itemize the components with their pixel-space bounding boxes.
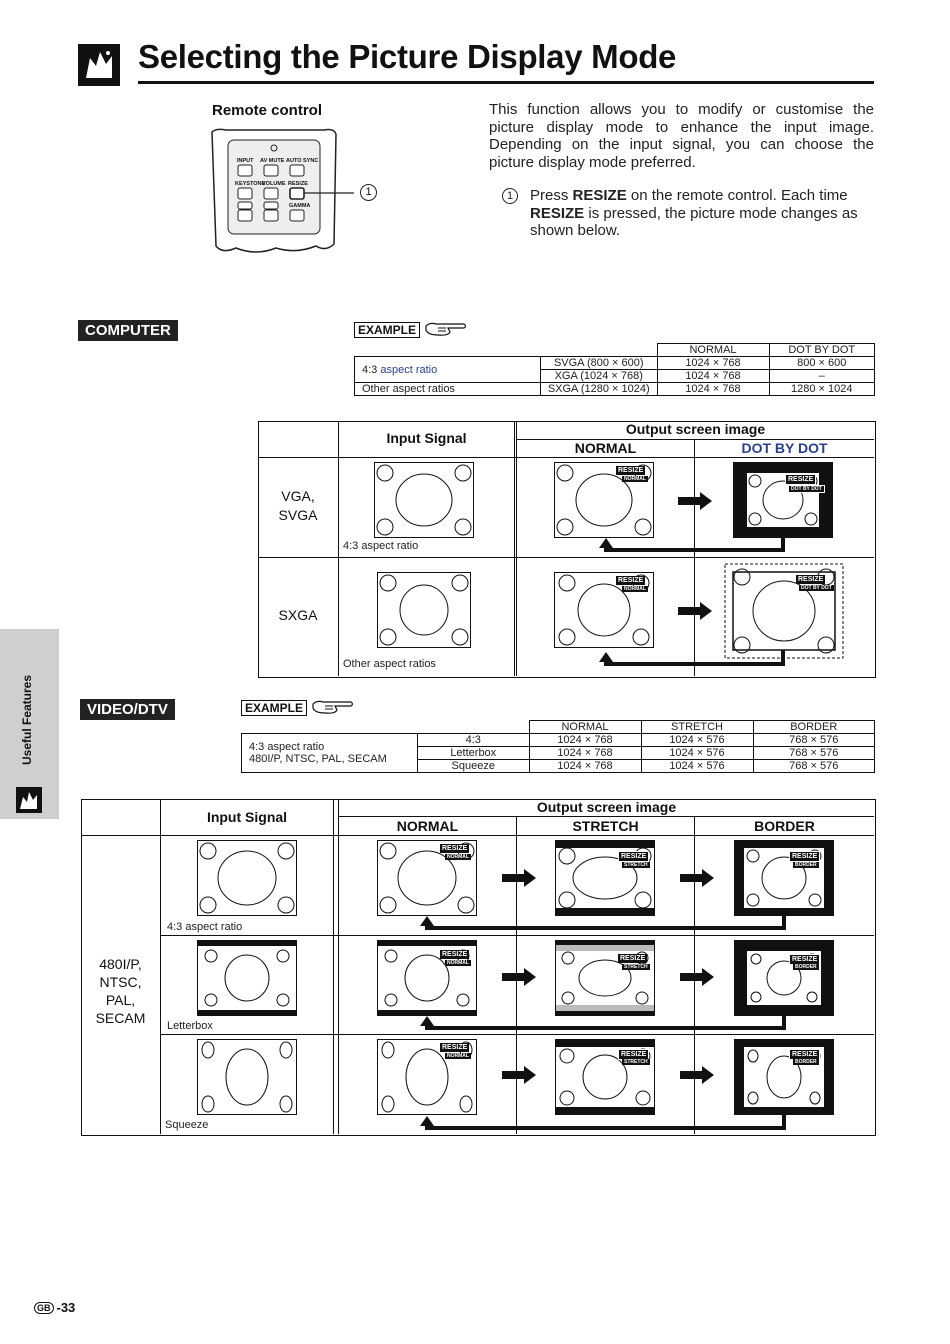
table-cell: 1024 × 768 xyxy=(657,357,769,370)
step-text: Press RESIZE on the remote control. Each time RESIZE is pressed, the picture mode changes as shown below. xyxy=(530,187,858,239)
video-section-label: VIDEO/DTV xyxy=(80,699,175,720)
resize-tag: RESIZE xyxy=(798,576,824,583)
page-number: GB -33 xyxy=(34,1300,75,1315)
arrow-right-icon xyxy=(502,968,538,986)
arrow-right-icon xyxy=(680,869,716,887)
title-rule xyxy=(138,81,874,84)
row-label-sxga: SXGA xyxy=(278,607,318,623)
table-cell: – xyxy=(769,370,875,383)
row-header: 4:3 aspect ratio 480I/P, NTSC, PAL, SECAM xyxy=(242,734,418,773)
table-cell: 4:3 xyxy=(418,734,530,747)
screen-input-letterbox xyxy=(197,940,297,1021)
output-header: Output screen image xyxy=(625,421,766,437)
resize-tag: RESIZE xyxy=(618,577,644,584)
screen-border-43 xyxy=(734,840,834,921)
step-1 xyxy=(502,187,874,239)
caption: Other aspect ratios xyxy=(343,658,436,670)
screen-border-letterbox xyxy=(734,940,834,1021)
table-cell: 1280 × 1024 xyxy=(769,383,875,396)
region-badge: GB xyxy=(34,1302,54,1314)
stretch-header: STRETCH xyxy=(572,818,639,834)
table-cell: 1024 × 576 xyxy=(641,734,753,747)
mode-tag: DOT BY DOT xyxy=(801,585,832,591)
mode-tag: DOT BY DOT xyxy=(788,485,825,493)
output-header: Output screen image xyxy=(536,799,677,815)
border-header: BORDER xyxy=(754,818,815,834)
return-arrow-icon xyxy=(597,536,787,554)
remote-btn-label: AV MUTE xyxy=(260,158,285,164)
screen-normal-letterbox xyxy=(377,940,477,1021)
arrow-right-icon xyxy=(678,602,714,620)
screen-normal-other xyxy=(554,572,654,653)
screen-input-other xyxy=(377,572,471,653)
remote-control-label: Remote control xyxy=(212,102,323,119)
mode-tag: NORMAL xyxy=(447,854,469,860)
caption: 4:3 aspect ratio xyxy=(343,540,419,552)
step-number: 1 xyxy=(502,188,518,204)
resize-tag: RESIZE xyxy=(618,467,644,474)
input-signal-header: Input Signal xyxy=(386,430,467,446)
screen-border-squeeze xyxy=(734,1039,834,1120)
return-arrow-icon xyxy=(597,650,787,668)
table-cell: 1024 × 576 xyxy=(641,760,753,773)
arrow-right-icon xyxy=(680,1066,716,1084)
screen-normal-43 xyxy=(554,462,654,543)
mode-tag: NORMAL xyxy=(447,960,469,966)
table-cell: 1024 × 768 xyxy=(529,760,641,773)
screen-dot-other xyxy=(724,563,844,664)
mode-tag: BORDER xyxy=(795,1059,817,1065)
resize-tag: RESIZE xyxy=(618,1049,649,1060)
row-header: 4:3 aspect ratio xyxy=(355,357,541,383)
screen-input-43 xyxy=(197,840,297,921)
resize-tag: RESIZE xyxy=(789,954,820,965)
caption: Letterbox xyxy=(167,1020,213,1032)
screen-stretch-43 xyxy=(555,840,655,921)
resize-tag: RESIZE xyxy=(789,851,820,862)
resize-tag: RESIZE xyxy=(442,845,468,852)
table-cell: 1024 × 768 xyxy=(529,747,641,760)
return-arrow-icon xyxy=(418,1014,788,1032)
side-tab-icon xyxy=(16,787,42,813)
mode-tag: STRETCH xyxy=(624,862,648,868)
table-cell: 1024 × 768 xyxy=(529,734,641,747)
screen-normal-43 xyxy=(377,840,477,921)
remote-btn-label: RESIZE xyxy=(288,181,308,187)
remote-control-illustration xyxy=(206,124,386,264)
table-cell: XGA (1024 × 768) xyxy=(541,370,658,383)
example-label: EXAMPLE xyxy=(354,322,420,338)
arrow-right-icon xyxy=(502,869,538,887)
table-cell: 768 × 576 xyxy=(753,734,875,747)
mode-tag: STRETCH xyxy=(624,964,648,970)
col-header: NORMAL xyxy=(657,344,769,357)
input-signal-header: Input Signal xyxy=(206,809,288,825)
table-cell: Letterbox xyxy=(418,747,530,760)
col-header: DOT BY DOT xyxy=(769,344,875,357)
return-arrow-icon xyxy=(418,1114,788,1132)
col-header: BORDER xyxy=(753,721,875,734)
mode-tag: NORMAL xyxy=(447,1053,469,1059)
resize-tag: RESIZE xyxy=(442,951,468,958)
callout-number: 1 xyxy=(360,184,377,201)
remote-btn-label: AUTO SYNC xyxy=(286,158,319,164)
screen-input-43 xyxy=(374,462,474,543)
dot-by-dot-header: DOT BY DOT xyxy=(741,440,828,456)
caption: 4:3 aspect ratio xyxy=(167,921,243,933)
mode-tag: NORMAL xyxy=(624,586,646,592)
return-arrow-icon xyxy=(418,914,788,932)
screen-stretch-letterbox xyxy=(555,940,655,1021)
intro-paragraph: This function allows you to modify or customise the picture display mode to enhance the input image. Depending on the input signal, you can choose the picture display mode preferred. xyxy=(489,101,874,171)
resize-tag: RESIZE xyxy=(618,851,649,862)
remote-btn-label: INPUT xyxy=(237,158,254,164)
mode-tag: BORDER xyxy=(795,964,817,970)
computer-example xyxy=(354,320,468,339)
remote-btn-label: GAMMA xyxy=(289,203,311,209)
table-cell: 800 × 600 xyxy=(769,357,875,370)
normal-header: NORMAL xyxy=(396,818,459,834)
table-cell: 1024 × 576 xyxy=(641,747,753,760)
pointing-hand-icon xyxy=(424,320,468,338)
mode-tag: STRETCH xyxy=(624,1059,648,1065)
pointing-hand-icon xyxy=(311,698,355,716)
screen-normal-squeeze xyxy=(377,1039,477,1120)
row-header: Other aspect ratios xyxy=(355,383,541,396)
table-cell: SVGA (800 × 600) xyxy=(541,357,658,370)
page-title: Selecting the Picture Display Mode xyxy=(138,38,677,75)
section-icon xyxy=(78,44,120,86)
table-cell: 768 × 576 xyxy=(753,760,875,773)
arrow-right-icon xyxy=(502,1066,538,1084)
computer-section-label: COMPUTER xyxy=(78,320,178,341)
resize-tag: RESIZE xyxy=(620,955,646,962)
col-header: STRETCH xyxy=(641,721,753,734)
col-header: NORMAL xyxy=(529,721,641,734)
table-cell: 1024 × 768 xyxy=(657,370,769,383)
side-tab-label: Useful Features xyxy=(20,674,34,765)
remote-btn-label: VOLUME xyxy=(262,181,286,187)
row-label-vga: VGA, SVGA xyxy=(278,488,318,523)
table-cell: Squeeze xyxy=(418,760,530,773)
table-cell: 768 × 576 xyxy=(753,747,875,760)
example-label: EXAMPLE xyxy=(241,700,307,716)
screen-stretch-squeeze xyxy=(555,1039,655,1120)
caption: Squeeze xyxy=(165,1119,209,1131)
mode-tag: NORMAL xyxy=(624,476,646,482)
table-cell: SXGA (1280 × 1024) xyxy=(541,383,658,396)
table-cell: 1024 × 768 xyxy=(657,383,769,396)
screen-dot-43 xyxy=(733,462,833,543)
resize-tag: RESIZE xyxy=(442,1044,468,1051)
video-example xyxy=(241,698,355,717)
arrow-right-icon xyxy=(678,492,714,510)
resize-tag: RESIZE xyxy=(789,1049,820,1060)
arrow-right-icon xyxy=(680,968,716,986)
resize-tag: RESIZE xyxy=(785,474,816,485)
remote-btn-label: KEYSTONE xyxy=(235,181,266,187)
normal-header: NORMAL xyxy=(574,440,637,456)
computer-resolution-table xyxy=(354,343,875,396)
screen-input-squeeze xyxy=(197,1039,297,1120)
video-resolution-table xyxy=(241,720,875,773)
mode-tag: BORDER xyxy=(795,862,817,868)
video-row-label: 480I/P, NTSC, PAL, SECAM xyxy=(95,956,146,1026)
